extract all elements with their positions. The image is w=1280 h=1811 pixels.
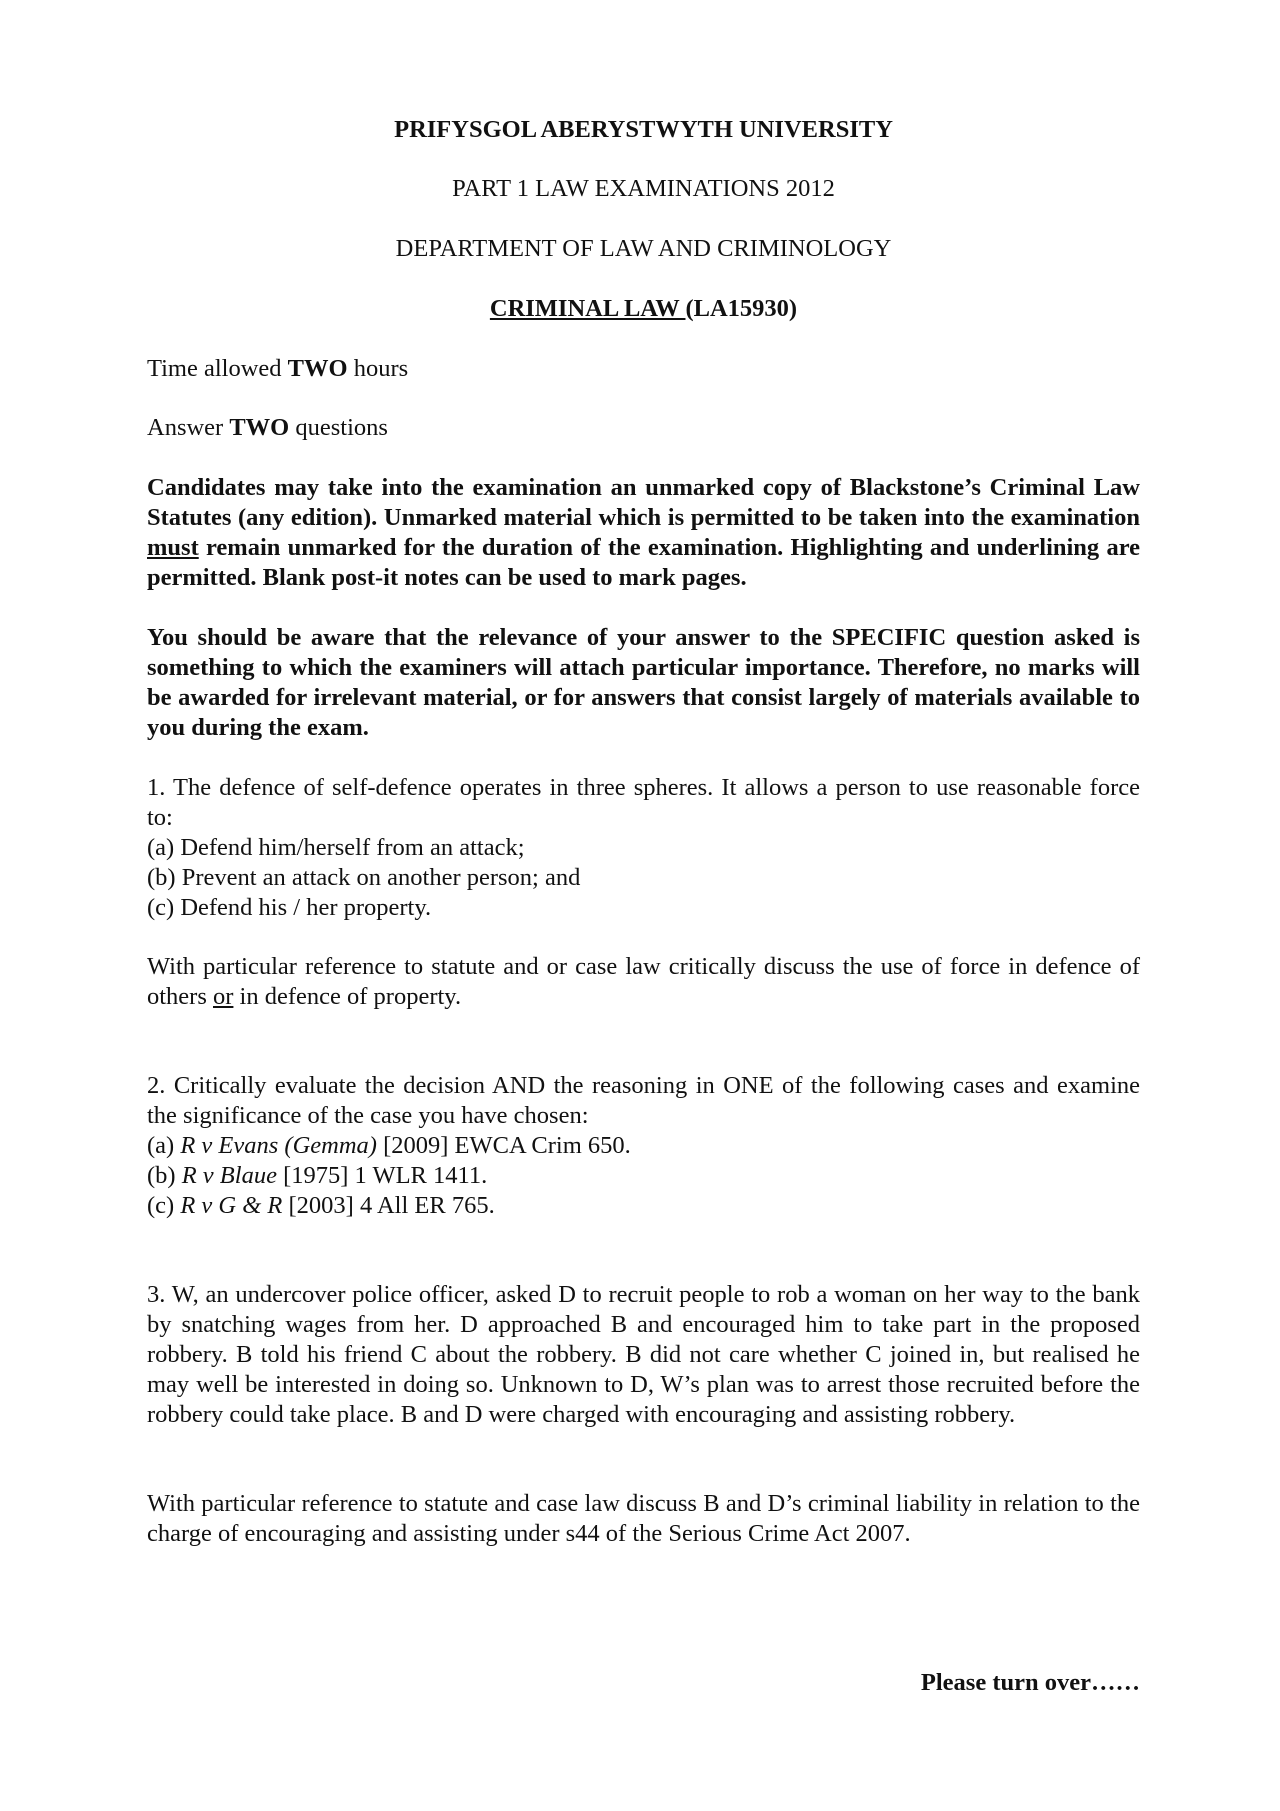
time-value: TWO xyxy=(287,355,348,382)
course-name: CRIMINAL LAW xyxy=(489,295,686,322)
case-name: R v Evans (Gemma) xyxy=(180,1132,377,1159)
question-1-item: (a) Defend him/herself from an attack; xyxy=(147,834,525,861)
question-3-scenario: 3. W, an undercover police officer, asked D to recruit people to rob a woman on her way to the bank by snatching wages from her. D approached B and encouraged him to take part in the proposed robbery. B told his friend C about the robbery. B did not care whether C joined in, but realised he may well be interested in doing so. Unknown to D, W’s plan was to arrest those recruited before the robbery could take place. B and D were charged with encouraging and assisting robbery. xyxy=(147,1281,1140,1428)
case-name: R v G & R xyxy=(180,1192,283,1219)
exam-title: PART 1 LAW EXAMINATIONS 2012 xyxy=(452,175,835,202)
answer-count: Answer TWO questions xyxy=(147,414,388,441)
question-1-item: (c) Defend his / her property. xyxy=(147,894,432,921)
materials-notice: Candidates may take into the examination an unmarked copy of Blackstone’s Criminal Law Statutes (any edition). Unmarked material which is permitted to be taken into the examination must remain unmarked for the duration of the examination. Highlighting and underlining are permitted. Blank post-it notes can be used to mark pages. xyxy=(147,474,1140,591)
question-2-intro: 2. Critically evaluate the decision AND the reasoning in ONE of the following cases and examine the significance of the case you have chosen: xyxy=(147,1072,1140,1129)
course-title xyxy=(147,294,1140,324)
case-name: R v Blaue xyxy=(181,1162,277,1189)
relevance-notice: You should be aware that the relevance of your answer to the SPECIFIC question asked is something to which the examiners will attach particular importance. Therefore, no marks will be awarded for irrelevant material, or for answers that consist largely of materials available to you during the exam. xyxy=(147,624,1140,741)
turn-over-note: Please turn over…… xyxy=(920,1669,1140,1696)
exam-page xyxy=(147,0,1140,1811)
question-1-task: With particular reference to statute and or case law critically discuss the use of force in defence of others or in defence of property. xyxy=(147,953,1140,1010)
question-1-intro: 1. The defence of self-defence operates in three spheres. It allows a person to use reasonable force to: xyxy=(147,774,1140,831)
question-2-case: (b) R v Blaue [1975] 1 WLR 1411. xyxy=(147,1162,488,1189)
department-title: DEPARTMENT OF LAW AND CRIMINOLOGY xyxy=(395,235,892,262)
question-1-item: (b) Prevent an attack on another person; and xyxy=(147,864,581,891)
must-emphasis: must xyxy=(147,534,199,561)
or-emphasis: or xyxy=(213,983,234,1010)
university-title: PRIFYSGOL ABERYSTWYTH UNIVERSITY xyxy=(394,116,893,143)
question-2-case: (a) R v Evans (Gemma) [2009] EWCA Crim 650. xyxy=(147,1132,631,1159)
answer-value: TWO xyxy=(229,414,290,441)
question-2-case: (c) R v G & R [2003] 4 All ER 765. xyxy=(147,1192,495,1219)
course-code: (LA15930) xyxy=(685,295,798,322)
question-3-task: With particular reference to statute and case law discuss B and D’s criminal liability in relation to the charge of encouraging and assisting under s44 of the Serious Crime Act 2007. xyxy=(147,1490,1140,1547)
time-allowed: Time allowed TWO hours xyxy=(147,355,409,382)
